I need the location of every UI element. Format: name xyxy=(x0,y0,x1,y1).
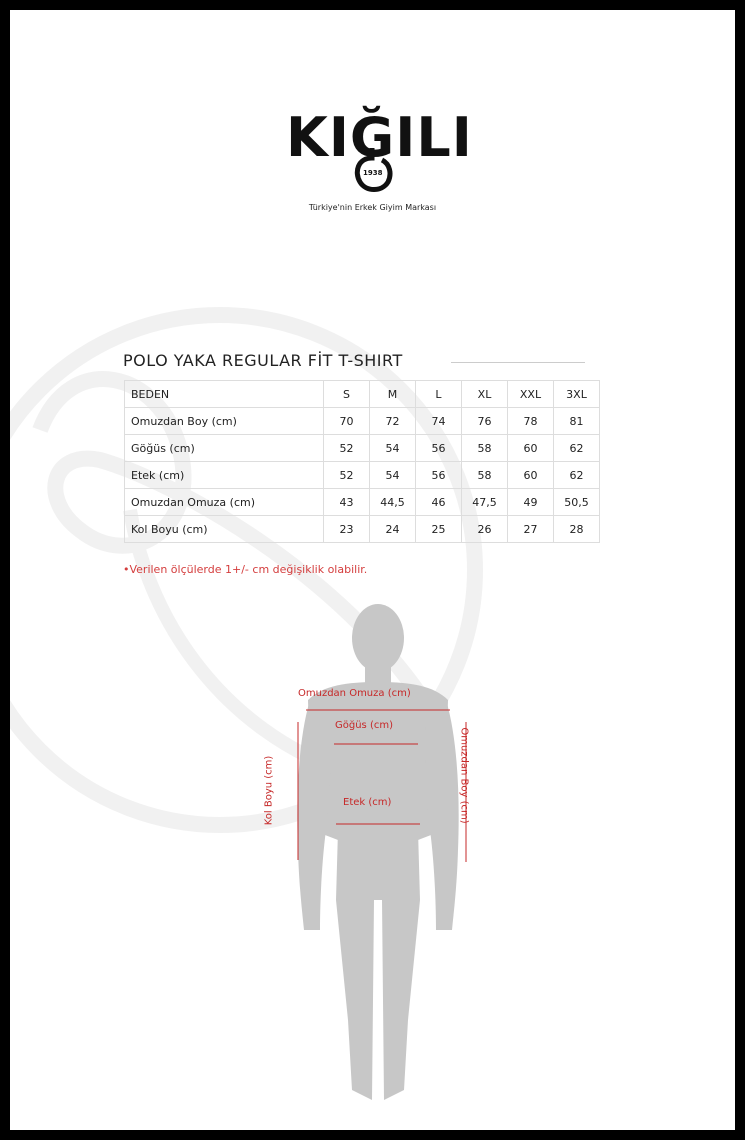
shoulder-width-label: Omuzdan Omuza (cm) xyxy=(298,688,411,699)
table-cell: 72 xyxy=(370,408,416,435)
table-header-cell: BEDEN xyxy=(125,381,324,408)
table-cell: 50,5 xyxy=(554,489,600,516)
table-cell: 54 xyxy=(370,462,416,489)
table-row xyxy=(125,462,600,489)
table-cell: 43 xyxy=(324,489,370,516)
table-cell: 27 xyxy=(508,516,554,543)
logo-year: 1938 xyxy=(363,169,383,177)
sleeve-length-label: Kol Boyu (cm) xyxy=(263,755,275,826)
row-label: Göğüs (cm) xyxy=(125,435,324,462)
table-cell: 62 xyxy=(554,435,600,462)
row-label: Omuzdan Omuza (cm) xyxy=(125,489,324,516)
body-silhouette-icon xyxy=(268,600,488,1110)
table-cell: 52 xyxy=(324,462,370,489)
table-row xyxy=(125,516,600,543)
table-cell: 52 xyxy=(324,435,370,462)
table-cell: 56 xyxy=(416,435,462,462)
table-header-cell: XXL xyxy=(508,381,554,408)
table-header-cell: L xyxy=(416,381,462,408)
table-cell: 56 xyxy=(416,462,462,489)
table-header-cell: S xyxy=(324,381,370,408)
table-cell: 54 xyxy=(370,435,416,462)
table-header-cell: XL xyxy=(462,381,508,408)
table-cell: 78 xyxy=(508,408,554,435)
table-cell: 58 xyxy=(462,435,508,462)
logo-text: KIĞILI xyxy=(286,106,473,169)
row-label: Omuzdan Boy (cm) xyxy=(125,408,324,435)
table-cell: 25 xyxy=(416,516,462,543)
table-cell: 44,5 xyxy=(370,489,416,516)
table-cell: 58 xyxy=(462,462,508,489)
table-header-cell: 3XL xyxy=(554,381,600,408)
row-label: Etek (cm) xyxy=(125,462,324,489)
table-header-cell: M xyxy=(370,381,416,408)
hem-label: Etek (cm) xyxy=(343,797,392,808)
table-cell: 70 xyxy=(324,408,370,435)
table-cell: 60 xyxy=(508,462,554,489)
brand-tagline: Türkiye'nin Erkek Giyim Markası xyxy=(308,203,437,212)
size-table xyxy=(124,380,600,543)
table-cell: 62 xyxy=(554,462,600,489)
table-row xyxy=(125,408,600,435)
chest-label: Göğüs (cm) xyxy=(335,720,393,731)
table-cell: 74 xyxy=(416,408,462,435)
table-cell: 46 xyxy=(416,489,462,516)
table-cell: 23 xyxy=(324,516,370,543)
table-cell: 24 xyxy=(370,516,416,543)
row-label: Kol Boyu (cm) xyxy=(125,516,324,543)
table-cell: 26 xyxy=(462,516,508,543)
product-title: POLO YAKA REGULAR FİT T-SHIRT xyxy=(123,351,403,370)
table-cell: 28 xyxy=(554,516,600,543)
table-row xyxy=(125,435,600,462)
size-chart-page xyxy=(10,10,735,1130)
title-divider xyxy=(451,362,585,363)
body-length-label: Omuzdan Boy (cm) xyxy=(458,727,470,824)
table-cell: 60 xyxy=(508,435,554,462)
tolerance-note: •Verilen ölçülerde 1+/- cm değişiklik olabilir. xyxy=(123,563,368,576)
table-header-row xyxy=(125,381,600,408)
table-row xyxy=(125,489,600,516)
table-cell: 81 xyxy=(554,408,600,435)
table-cell: 47,5 xyxy=(462,489,508,516)
table-cell: 76 xyxy=(462,408,508,435)
table-cell: 49 xyxy=(508,489,554,516)
